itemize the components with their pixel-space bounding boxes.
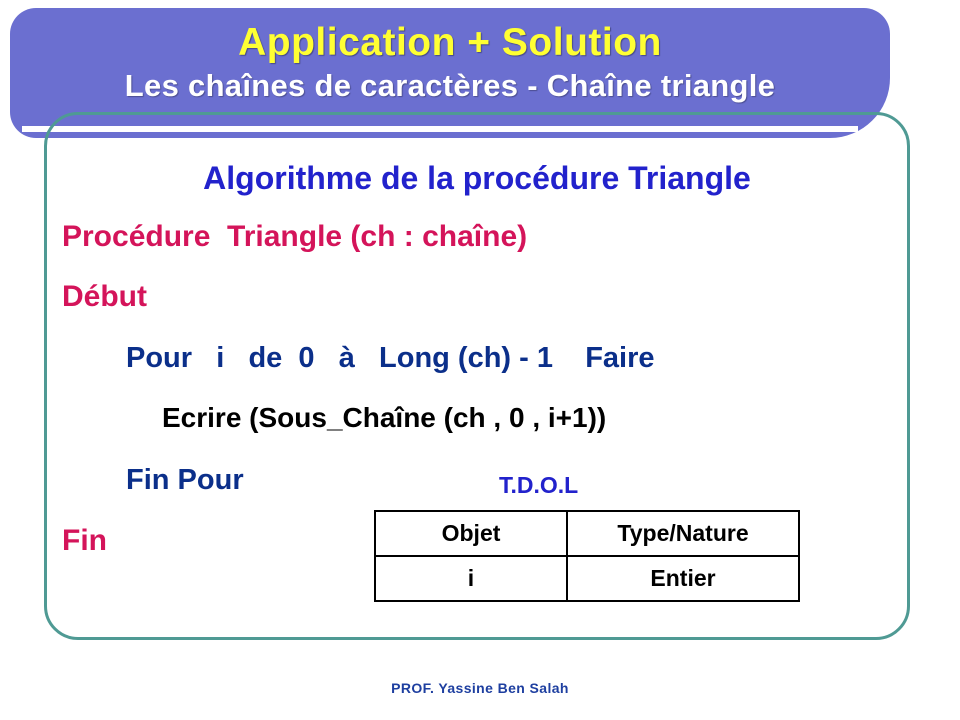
table-cell-objet: i (375, 556, 567, 601)
content-area (44, 112, 910, 640)
tdol-label: T.D.O.L (499, 472, 579, 498)
code-line-pour: Pour i de 0 à Long (ch) - 1 Faire (126, 342, 655, 374)
page-subtitle: Les chaînes de caractères - Chaîne triangle (124, 68, 776, 103)
code-line-ecrire: Ecrire (Sous_Chaîne (ch , 0 , i+1)) (162, 402, 607, 433)
table-row (375, 556, 799, 601)
code-line-debut: Début (62, 280, 147, 313)
table-header-row (375, 511, 799, 556)
slide-footer: PROF. Yassine Ben Salah (391, 680, 569, 696)
page-title: Application + Solution (238, 21, 662, 64)
table-header-type: Type/Nature (567, 511, 799, 556)
tdol-table (374, 510, 800, 602)
table-header-objet: Objet (375, 511, 567, 556)
code-line-fin-pour: Fin Pour (126, 464, 244, 496)
table-cell-type: Entier (567, 556, 799, 601)
code-line-procedure: Procédure Triangle (ch : chaîne) (62, 220, 528, 253)
code-line-fin: Fin (62, 524, 107, 557)
algorithm-title: Algorithme de la procédure Triangle (203, 160, 751, 196)
